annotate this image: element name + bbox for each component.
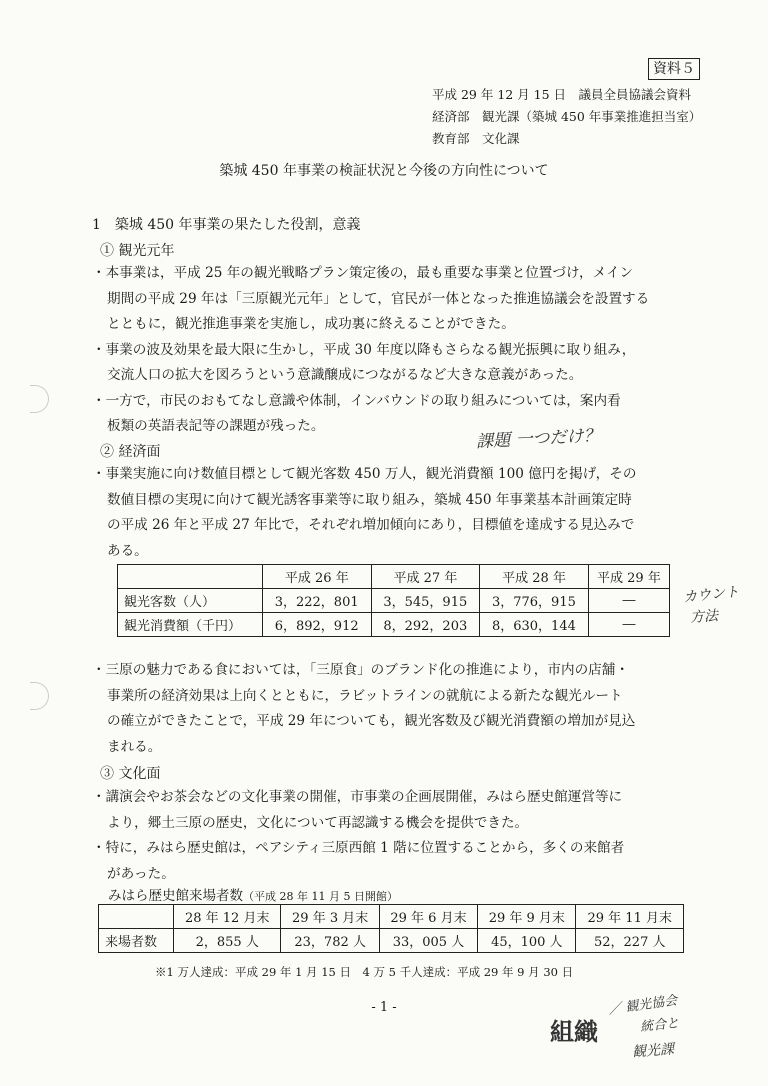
handwritten-note: カウント (682, 584, 740, 606)
punch-hole (30, 385, 49, 413)
table-caption-note: （平成 28 年 11 月 5 日開館） (243, 890, 398, 903)
tourism-paragraphs (92, 261, 649, 440)
text-line: まれる。 (107, 738, 162, 755)
table-header: 29 年 6 月末 (379, 905, 477, 929)
table-cell: 52，227 人 (576, 929, 684, 953)
handwritten-note: 統合と (639, 1015, 680, 1035)
subsection-heading-economy: ② 経済面 (100, 444, 161, 460)
table-caption (108, 884, 398, 904)
header-date-line: 平成 29 年 12 月 15 日 議員全員協議会資料 (432, 87, 692, 102)
text-line: ・特に，みはら歴史館は，ペアシティ三原西館 1 階に位置することから，多くの来館者 (92, 840, 625, 856)
text-line: 事業所の経済効果は上向くとともに，ラビットラインの就航による新たな観光ルート (107, 687, 623, 704)
subsection-heading-tourism: ① 観光元年 (100, 243, 175, 259)
table-header: 29 年 3 月末 (281, 905, 379, 929)
text-line: の平成 26 年と平成 27 年比で，それぞれ増加傾向にあり，目標値を達成する見込みで (107, 517, 635, 533)
table-header: 平成 28 年 (480, 565, 589, 589)
table-cell: ― (588, 589, 669, 613)
table-cell: 3，776，915 (480, 589, 589, 613)
table-cell: 23，782 人 (281, 929, 379, 953)
table-cell: 8，292，203 (371, 613, 480, 637)
text-line: とともに，観光推進事業を実施し，成功裏に終えることができた。 (107, 316, 515, 332)
document-header (432, 84, 701, 150)
table-header: 28 年 12 月末 (174, 905, 281, 929)
header-department-line: 経済部 観光課（築城 450 年事業推進担当室） (432, 109, 702, 124)
text-line: があった。 (107, 865, 175, 882)
document-title: 築城 450 年事業の検証状況と今後の方向性について (219, 163, 549, 179)
row-label: 観光消費額（千円） (118, 613, 263, 637)
table-cell: 3，545，915 (371, 589, 480, 613)
table-header: 平成 27 年 (371, 565, 480, 589)
text-line: ・事業の波及効果を最大限に生かし，平成 30 年度以降もさらなる観光振興に取り組み， (92, 341, 636, 358)
table-header-row (118, 565, 670, 589)
museum-visitors-table (98, 904, 684, 953)
table-header: 平成 26 年 (263, 565, 372, 589)
table-row (99, 929, 684, 953)
handwritten-note: ／ 観光協会 (607, 993, 679, 1018)
punch-hole (30, 682, 49, 710)
table-cell: 6，892，912 (263, 613, 372, 637)
row-label: 観光客数（人） (118, 589, 263, 613)
document-label: 資料５ (648, 58, 700, 80)
table-row (118, 613, 670, 637)
text-line: 数値目標の実現に向けて観光誘客事業等に取り組み，築城 450 年事業基本計画策定時 (107, 491, 632, 508)
table-cell (118, 565, 263, 589)
table-header: 29 年 11 月末 (576, 905, 684, 929)
text-line: 交流人口の拡大を図ろうという意識醸成につながるなど大きな意義があった。 (107, 367, 583, 383)
table-cell: 33，005 人 (379, 929, 477, 953)
table-row (118, 589, 670, 613)
handwritten-note: 課題 一つだけ？ (475, 425, 601, 453)
table-cell: 3，222，801 (263, 589, 372, 613)
handwritten-note: 観光課 (631, 1041, 675, 1061)
text-line: より，郷土三原の歴史，文化について再認識する機会を提供できた。 (107, 814, 529, 831)
table-header-row (99, 905, 684, 929)
table-header: 平成 29 年 (588, 565, 669, 589)
culture-paragraphs (92, 785, 624, 887)
text-line: ある。 (107, 542, 148, 559)
footnote: ※1 万人達成：平成 29 年 1 月 15 日 4 万 5 千人達成：平成 29 年 9 月 30 日 (155, 965, 574, 979)
text-line: 期間の平成 29 年は「三原観光元年」として，官民が一体となった推進協議会を設置する (107, 290, 650, 307)
text-line: ・一方で，市民のおもてなし意識や体制，インバウンドの取り組みについては，案内看 (92, 392, 621, 409)
table-cell: 2，855 人 (174, 929, 281, 953)
table-cell: ― (588, 613, 669, 637)
text-line: 板類の英語表記等の課題が残った。 (107, 418, 325, 434)
text-line: ・事業実施に向け数値目標として観光客数 450 万人，観光消費額 100 億円を掲げ，その (92, 466, 637, 482)
section-heading: 1 築城 450 年事業の果たした役割，意義 (92, 217, 361, 233)
table-cell: 45，100 人 (478, 929, 576, 953)
subsection-heading-culture: ③ 文化面 (100, 766, 161, 782)
text-line: ・本事業は，平成 25 年の観光戦略プラン策定後の，最も重要な事業と位置づけ，メイン (92, 265, 634, 281)
table-caption-text: みはら歴史館来場者数 (108, 888, 243, 904)
tourism-statistics-table (117, 564, 670, 637)
economy-paragraph (92, 462, 636, 564)
table-header: 29 年 9 月末 (478, 905, 576, 929)
text-line: ・講演会やお茶会などの文化事業の開催，市事業の企画展開催，みはら歴史館運営等に (92, 789, 623, 805)
page-number: - 1 - (371, 1000, 397, 1015)
text-line: ・三原の魅力である食においては，「三原食」のブランド化の推進により，市内の店舗・ (92, 662, 629, 678)
handwritten-note: 組織 (550, 1018, 598, 1046)
row-label: 来場者数 (99, 929, 174, 953)
economy-paragraph-2 (92, 658, 635, 760)
table-cell (99, 905, 174, 929)
table-cell: 8，630，144 (480, 613, 589, 637)
text-line: の確立ができたことで，平成 29 年についても，観光客数及び観光消費額の増加が見込 (107, 713, 636, 729)
header-department-line-2: 教育部 文化課 (432, 131, 520, 146)
handwritten-note: 方法 (689, 608, 719, 626)
